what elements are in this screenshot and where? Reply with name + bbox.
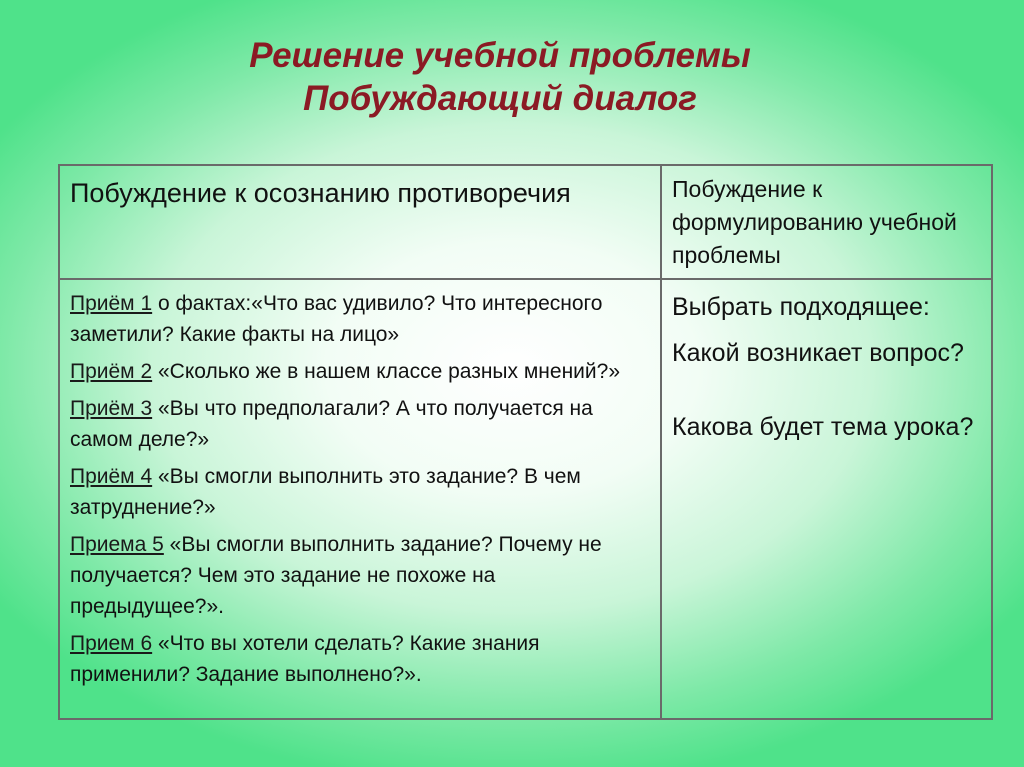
technique-label: Прием 6 (70, 632, 153, 655)
technique-text: «Сколько же в нашем классе разных мнений?» (152, 360, 620, 383)
lesson-topic-text: Какова будет тема урока? (672, 413, 974, 441)
technique-text: «Что вы хотели сделать? Какие знания применили? Задание выполнено?». (70, 632, 540, 686)
techniques-cell (59, 279, 661, 719)
technique-label: Приём 1 (70, 292, 153, 315)
title-line-2: Побуждающий диалог (303, 79, 697, 118)
technique-text: «Вы что предполагали? А что получается на самом деле?» (70, 397, 593, 451)
title-line-1: Решение учебной проблемы (249, 36, 751, 75)
technique-item-3 (70, 393, 650, 455)
table-header-row (59, 165, 992, 279)
technique-label: Приём 2 (70, 360, 153, 383)
dialog-table (58, 164, 993, 720)
technique-item-6 (70, 628, 650, 690)
technique-label: Приема 5 (70, 533, 164, 556)
technique-text: о фактах:«Что вас удивило? Что интересного заметили? Какие факты на лицо» (70, 292, 603, 346)
header-cell-problem: Побуждение к формулированию учебной проблемы (661, 165, 992, 279)
technique-item-1 (70, 288, 650, 350)
technique-item-2 (70, 356, 650, 387)
slide-title (0, 34, 1000, 120)
technique-item-5 (70, 529, 650, 622)
questions-cell (661, 279, 992, 719)
technique-text: «Вы смогли выполнить задание? Почему не получается? Чем это задание не похоже на предыдущее?». (70, 533, 602, 618)
technique-label: Приём 3 (70, 397, 153, 420)
technique-label: Приём 4 (70, 465, 153, 488)
question-arises-text: Какой возникает вопрос? (672, 339, 964, 367)
table-body-row (59, 279, 992, 719)
technique-text: «Вы смогли выполнить это задание? В чем затруднение?» (70, 465, 581, 519)
technique-item-4 (70, 461, 650, 523)
choose-suitable-text: Выбрать подходящее: (672, 293, 930, 321)
header-cell-contradiction: Побуждение к осознанию противоречия (59, 165, 661, 279)
